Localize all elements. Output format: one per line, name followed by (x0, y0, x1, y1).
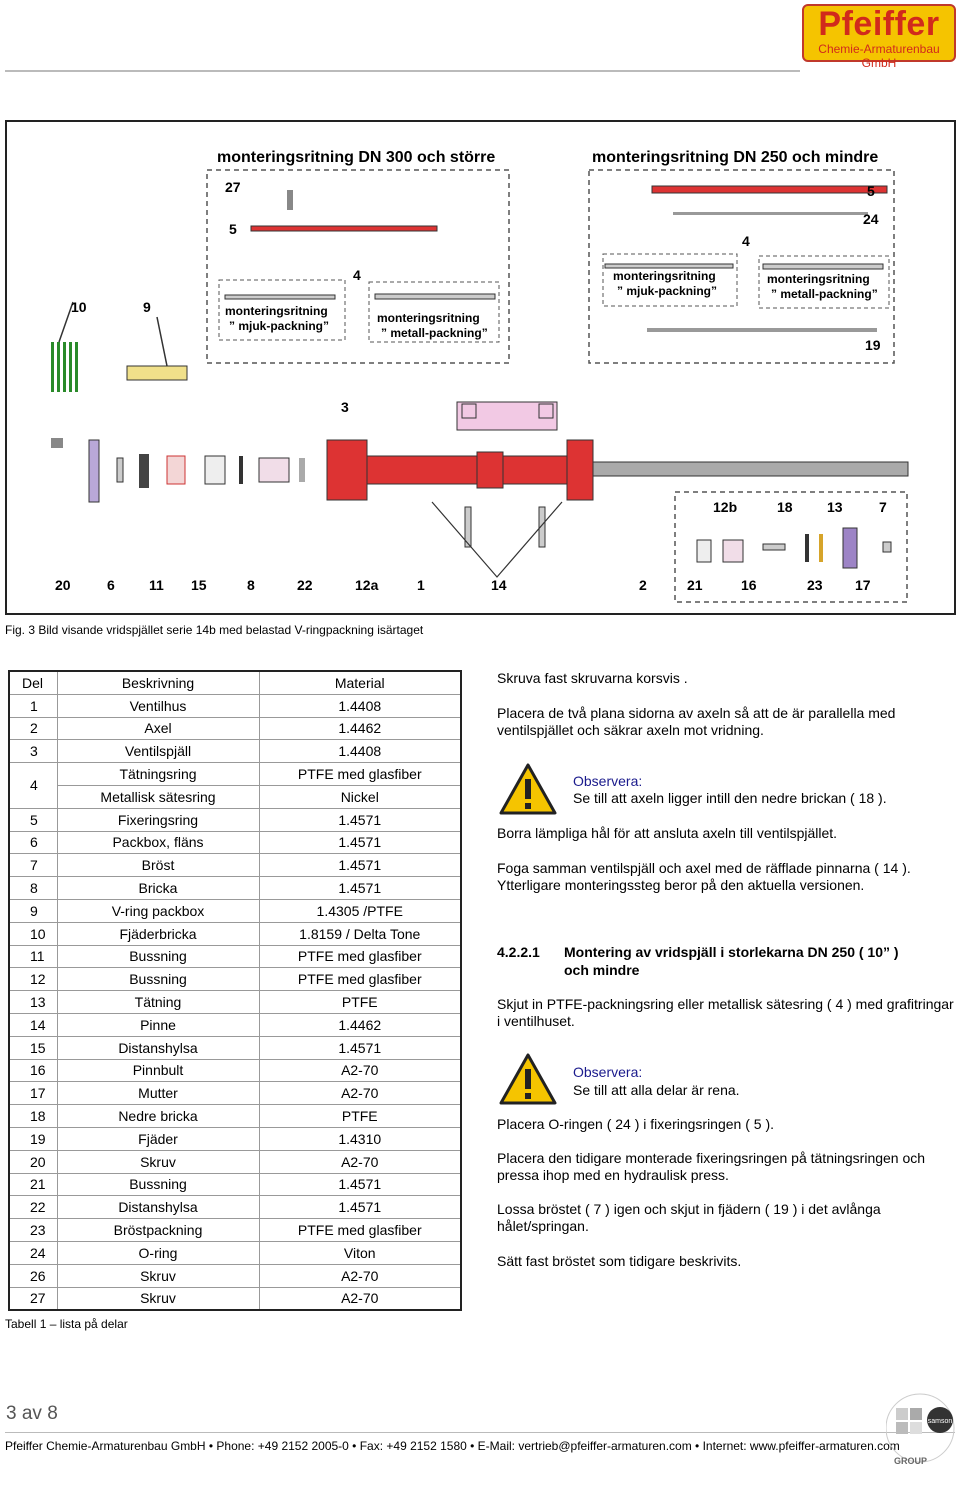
table-row: 11 Bussning PTFE med glasfiber (9, 945, 461, 968)
svg-text:18: 18 (777, 499, 793, 515)
spring-19 (647, 328, 877, 332)
para-8: Lossa bröstet ( 7 ) igen och skjut in fjädern ( 19 ) i det avlånga hålet/springan. (497, 1201, 881, 1234)
svg-text:monteringsritning: monteringsritning (613, 269, 716, 283)
logo-name: Pfeiffer (818, 5, 940, 43)
svg-text:15: 15 (191, 577, 207, 593)
table-row: 10 Fjäderbricka 1.8159 / Delta Tone (9, 922, 461, 945)
table-row: 23 Bröstpackning PTFE med glasfiber (9, 1219, 461, 1242)
samson-group-logo (886, 1390, 956, 1470)
table-row: 22 Distanshylsa 1.4571 (9, 1196, 461, 1219)
header-rule (5, 70, 800, 72)
v-ring-packing (51, 342, 187, 392)
svg-text:8: 8 (247, 577, 255, 593)
table-row: 1 Ventilhus 1.4408 (9, 694, 461, 717)
svg-text:5: 5 (229, 221, 237, 237)
bonnet-7 (843, 528, 857, 568)
section-heading-line2: och mindre (564, 962, 640, 978)
table-row: 13 Tätning PTFE (9, 991, 461, 1014)
svg-text:23: 23 (807, 577, 823, 593)
para-1: Skruva fast skruvarna korsvis . (497, 670, 688, 686)
table-row: 14 Pinne 1.4462 (9, 1013, 461, 1036)
svg-text:1: 1 (417, 577, 425, 593)
para-9: Sätt fast bröstet som tidigare beskrivits. (497, 1253, 742, 1269)
para-6: Placera O-ringen ( 24 ) i fixeringsringen ( 5 ). (497, 1116, 774, 1132)
svg-text:6: 6 (107, 577, 115, 593)
table-row: 27 Skruv A2-70 (9, 1287, 461, 1310)
svg-text:” metall-packning”: ” metall-packning” (381, 326, 488, 340)
screw-27 (287, 190, 293, 210)
svg-text:” mjuk-packning”: ” mjuk-packning” (229, 319, 330, 333)
svg-text:2: 2 (639, 577, 647, 593)
gland-flange (89, 440, 99, 502)
svg-text:27: 27 (225, 179, 241, 195)
table-row: 16 Pinnbult A2-70 (9, 1059, 461, 1082)
pfeiffer-logo (802, 4, 956, 70)
svg-text:24: 24 (863, 211, 879, 227)
svg-text:14: 14 (491, 577, 507, 593)
observe-body-1: Se till att axeln ligger intill den nedre brickan ( 18 ). (573, 790, 887, 806)
svg-text:20: 20 (55, 577, 71, 593)
svg-text:11: 11 (149, 577, 164, 593)
svg-text:19: 19 (865, 337, 881, 353)
valve-body (327, 440, 593, 500)
warning-icon (498, 762, 558, 816)
table-row: 21 Bussning 1.4571 (9, 1173, 461, 1196)
parts-table (8, 670, 462, 1311)
svg-text:12b: 12b (713, 499, 738, 515)
svg-text:10: 10 (71, 299, 87, 315)
footer-contact: Pfeiffer Chemie-Armaturenbau GmbH • Phone: +49 2152 2005-0 • Fax: +49 2152 1580 • E-Mail: vertrieb@pfeiffer-armaturen.com • Internet: www.pfeiffer-armaturen.com (5, 1439, 900, 1453)
table-row: 19 Fjäder 1.4310 (9, 1127, 461, 1150)
table-row: 18 Nedre bricka PTFE (9, 1105, 461, 1128)
svg-text:” mjuk-packning”: ” mjuk-packning” (617, 284, 718, 298)
para-7: Placera den tidigare monterade fixeringsringen på tätningsringen och pressa ihop med en hydraulisk press. (497, 1150, 926, 1183)
svg-text:monteringsritning: monteringsritning (767, 272, 870, 286)
svg-text:17: 17 (855, 577, 871, 593)
table-row: 2 Axel 1.4462 (9, 717, 461, 740)
svg-text:3: 3 (341, 399, 349, 415)
table-row: 4 Tätningsring PTFE med glasfiber (9, 763, 461, 786)
para-3: Borra lämpliga hål för att ansluta axeln till ventilspjället. (497, 825, 838, 841)
para-2: Placera de två plana sidorna av axeln så att de är parallella med ventilspjället och säkrar axeln mot vridning. (497, 705, 896, 738)
section-heading: Montering av vridspjäll i storlekarna DN 250 ( 10” ) (564, 944, 899, 960)
title-dn250: monteringsritning DN 250 och mindre (592, 149, 879, 166)
page-number: 3 av 8 (6, 1403, 58, 1424)
table-header: Del Beskrivning Material (9, 671, 461, 694)
svg-text:4: 4 (742, 233, 750, 249)
section-number: 4.2.2.1 (497, 944, 540, 960)
table-caption: Tabell 1 – lista på delar (5, 1317, 128, 1331)
observe-body-2: Se till att alla delar är rena. (573, 1082, 740, 1098)
svg-text:samson: samson (927, 1418, 953, 1425)
table-row: 7 Bröst 1.4571 (9, 854, 461, 877)
drawing-svg (7, 122, 958, 617)
table-row: Metallisk sätesring Nickel (9, 785, 461, 808)
svg-text:” metall-packning”: ” metall-packning” (771, 287, 878, 301)
fixing-ring-right (652, 186, 887, 193)
shaft (593, 462, 908, 476)
svg-text:16: 16 (741, 577, 757, 593)
fixing-ring-left (251, 226, 437, 231)
table-row: 6 Packbox, fläns 1.4571 (9, 831, 461, 854)
svg-text:5: 5 (867, 183, 875, 199)
svg-text:GROUP: GROUP (894, 1456, 928, 1466)
table-row: 15 Distanshylsa 1.4571 (9, 1036, 461, 1059)
title-dn300: monteringsritning DN 300 och större (217, 149, 496, 166)
svg-text:9: 9 (143, 299, 151, 315)
table-row: 8 Bricka 1.4571 (9, 877, 461, 900)
figure-caption: Fig. 3 Bild visande vridspjället serie 14b med belastad V-ringpackning isärtaget (5, 623, 424, 637)
table-row: 3 Ventilspjäll 1.4408 (9, 740, 461, 763)
table-row: 20 Skruv A2-70 (9, 1150, 461, 1173)
svg-text:21: 21 (687, 577, 703, 593)
svg-text:22: 22 (297, 577, 313, 593)
logo-subtitle: Chemie-Armaturenbau GmbH (818, 42, 940, 70)
table-row: 9 V-ring packbox 1.4305 /PTFE (9, 899, 461, 922)
para-5: Skjut in PTFE-packningsring eller metallisk sätesring ( 4 ) med grafitringar i ventilhuset. (497, 996, 954, 1029)
svg-text:13: 13 (827, 499, 843, 515)
observe-title-2: Observera: (573, 1064, 643, 1080)
table-row: 12 Bussning PTFE med glasfiber (9, 968, 461, 991)
svg-text:monteringsritning: monteringsritning (377, 311, 480, 325)
exploded-drawing (5, 120, 956, 615)
table-row: 5 Fixeringsring 1.4571 (9, 808, 461, 831)
footer-rule (5, 1432, 955, 1433)
svg-text:7: 7 (879, 499, 887, 515)
table-row: 26 Skruv A2-70 (9, 1264, 461, 1287)
svg-text:monteringsritning: monteringsritning (225, 304, 328, 318)
table-row: 17 Mutter A2-70 (9, 1082, 461, 1105)
observe-title-1: Observera: (573, 773, 643, 789)
warning-icon (498, 1052, 558, 1106)
table-row: 24 O-ring Viton (9, 1241, 461, 1264)
svg-text:12a: 12a (355, 577, 379, 593)
svg-text:4: 4 (353, 267, 361, 283)
para-4: Foga samman ventilspjäll och axel med de räfflade pinnarna ( 14 ). Ytterligare monteringssteg beror på den aktuella versionen. (497, 860, 911, 893)
